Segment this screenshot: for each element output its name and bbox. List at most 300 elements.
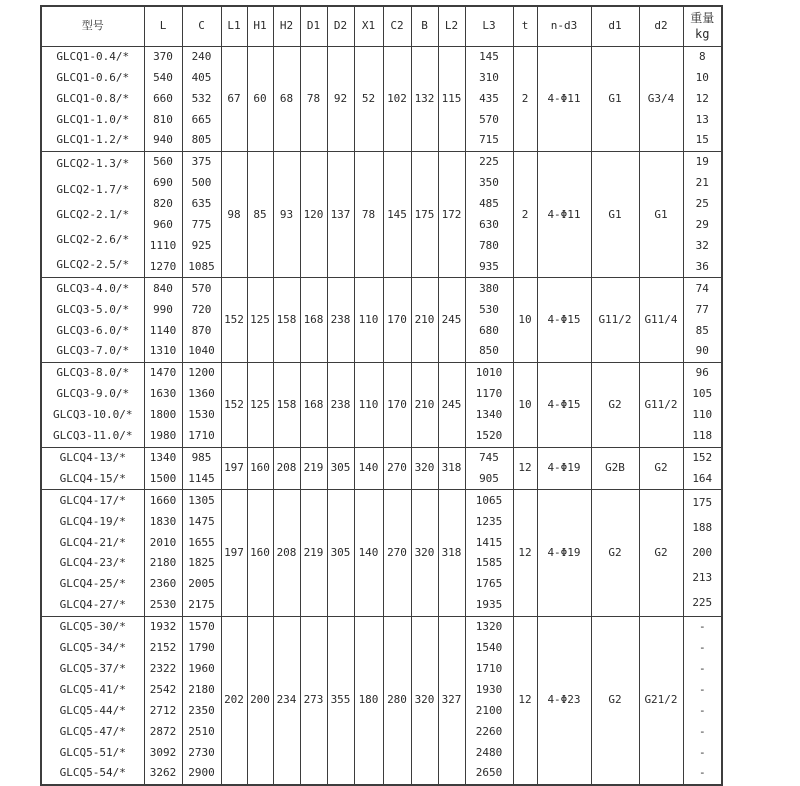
column-header-L3: L3 xyxy=(465,6,513,46)
L3-value: 1340 xyxy=(475,408,503,422)
L3-value: 2650 xyxy=(475,766,503,780)
L3-value: 350 xyxy=(479,176,499,190)
n-d3-cell: 4-Φ11 xyxy=(537,46,591,152)
L3-value: 1065 xyxy=(475,493,503,507)
kg-value: 15 xyxy=(695,133,709,147)
C-value: 2180 xyxy=(188,682,215,696)
d1-cell: G2B xyxy=(591,447,639,490)
kg-value: 188 xyxy=(692,520,713,534)
shared-B-cell: 320 xyxy=(411,447,438,490)
model-label: GLCQ5-41/* xyxy=(59,682,126,696)
L-value: 2712 xyxy=(149,703,177,717)
model-cell xyxy=(41,152,144,278)
model-cell xyxy=(41,616,144,785)
L3-value: 1765 xyxy=(475,577,503,591)
shared-D2-cell: 92 xyxy=(327,46,354,152)
shared-D2-cell: 305 xyxy=(327,490,354,616)
L-cell xyxy=(144,490,182,616)
kg-value: - xyxy=(698,724,706,738)
L-value: 540 xyxy=(153,70,173,84)
kg-cell xyxy=(683,152,722,278)
n-d3-cell: 4-Φ15 xyxy=(537,278,591,363)
L3-cell xyxy=(465,278,513,363)
kg-value: 74 xyxy=(695,281,709,295)
L-value: 2872 xyxy=(149,724,177,738)
shared-D1-cell: 273 xyxy=(300,616,327,785)
C-cell xyxy=(182,152,221,278)
shared-D1-cell: 168 xyxy=(300,362,327,447)
L-value: 2360 xyxy=(149,577,177,591)
kg-value: 200 xyxy=(692,546,713,560)
L-value: 1140 xyxy=(149,323,177,337)
C-cell xyxy=(182,278,221,363)
kg-value: 32 xyxy=(695,238,709,252)
shared-B-cell: 320 xyxy=(411,616,438,785)
C-value: 1790 xyxy=(188,641,215,655)
C-value: 570 xyxy=(191,281,212,295)
shared-C2-cell: 170 xyxy=(383,278,411,363)
column-header-C2: C2 xyxy=(383,6,411,46)
d2-cell: G1 xyxy=(639,152,683,278)
kg-cell xyxy=(683,447,722,490)
d2-cell: G3/4 xyxy=(639,46,683,152)
C-value: 985 xyxy=(191,450,212,464)
L3-cell xyxy=(465,616,513,785)
shared-H1-cell: 85 xyxy=(247,152,273,278)
kg-value: 77 xyxy=(695,302,709,316)
L-value: 3092 xyxy=(149,745,177,759)
C-value: 1570 xyxy=(188,620,215,634)
kg-value: 21 xyxy=(695,176,709,190)
n-d3-cell: 4-Φ23 xyxy=(537,616,591,785)
L-value: 560 xyxy=(153,155,173,169)
L-value: 660 xyxy=(153,91,173,105)
shared-D1-cell: 219 xyxy=(300,490,327,616)
C-value: 1200 xyxy=(188,366,215,380)
n-d3-cell: 4-Φ11 xyxy=(537,152,591,278)
L-value: 840 xyxy=(153,281,173,295)
header-row xyxy=(41,6,722,46)
shared-B-cell: 320 xyxy=(411,490,438,616)
model-label: GLCQ4-17/* xyxy=(59,493,126,507)
table-group-row xyxy=(41,362,722,447)
shared-L2-cell: 318 xyxy=(438,490,465,616)
d2-cell: G21/2 xyxy=(639,616,683,785)
column-header-H2: H2 xyxy=(273,6,300,46)
d1-cell: G2 xyxy=(591,490,639,616)
table-group-row xyxy=(41,616,722,785)
L3-cell xyxy=(465,152,513,278)
C-value: 532 xyxy=(191,91,212,105)
L3-value: 680 xyxy=(479,323,499,337)
L3-value: 530 xyxy=(479,302,499,316)
L-value: 1110 xyxy=(149,238,177,252)
column-header-model: 型号 xyxy=(41,6,144,46)
shared-X1-cell: 52 xyxy=(354,46,383,152)
model-label: GLCQ1-0.6/* xyxy=(56,70,130,84)
column-header-L: L xyxy=(144,6,182,46)
L-value: 1470 xyxy=(149,366,177,380)
model-label: GLCQ1-1.2/* xyxy=(56,133,130,147)
model-label: GLCQ4-23/* xyxy=(59,556,126,570)
shared-L1-cell: 152 xyxy=(221,278,247,363)
L3-value: 1010 xyxy=(475,366,503,380)
model-label: GLCQ4-27/* xyxy=(59,598,126,612)
C-value: 1960 xyxy=(188,661,215,675)
shared-X1-cell: 140 xyxy=(354,447,383,490)
model-label: GLCQ5-34/* xyxy=(59,641,126,655)
shared-L2-cell: 172 xyxy=(438,152,465,278)
kg-value: - xyxy=(698,703,706,717)
kg-cell xyxy=(683,490,722,616)
model-label: GLCQ5-54/* xyxy=(59,766,126,780)
model-label: GLCQ1-0.8/* xyxy=(56,91,130,105)
L3-value: 2100 xyxy=(475,703,503,717)
L-value: 1830 xyxy=(149,514,177,528)
kg-value: 10 xyxy=(695,70,709,84)
spec-table xyxy=(40,5,723,786)
n-d3-cell: 4-Φ19 xyxy=(537,447,591,490)
L3-value: 935 xyxy=(479,259,499,273)
shared-C2-cell: 102 xyxy=(383,46,411,152)
column-header-H1: H1 xyxy=(247,6,273,46)
C-cell xyxy=(182,447,221,490)
shared-X1-cell: 110 xyxy=(354,362,383,447)
t-cell: 12 xyxy=(513,490,537,616)
L-value: 2180 xyxy=(149,556,177,570)
C-value: 1305 xyxy=(188,493,215,507)
shared-L2-cell: 318 xyxy=(438,447,465,490)
L3-value: 1935 xyxy=(475,598,503,612)
C-value: 635 xyxy=(191,197,212,211)
L-value: 1270 xyxy=(149,259,177,273)
L3-value: 145 xyxy=(479,49,499,63)
shared-B-cell: 132 xyxy=(411,46,438,152)
shared-D1-cell: 219 xyxy=(300,447,327,490)
column-header-C: C xyxy=(182,6,221,46)
L3-value: 1415 xyxy=(475,535,503,549)
L-cell xyxy=(144,362,182,447)
C-cell xyxy=(182,490,221,616)
L-value: 370 xyxy=(153,49,173,63)
model-label: GLCQ2-1.3/* xyxy=(56,157,130,171)
shared-H1-cell: 200 xyxy=(247,616,273,785)
model-cell xyxy=(41,362,144,447)
kg-value: 213 xyxy=(692,571,713,585)
L-cell xyxy=(144,278,182,363)
shared-X1-cell: 78 xyxy=(354,152,383,278)
L-value: 1800 xyxy=(149,408,177,422)
shared-D1-cell: 78 xyxy=(300,46,327,152)
kg-cell xyxy=(683,362,722,447)
L3-value: 1710 xyxy=(475,661,503,675)
L-value: 1932 xyxy=(149,620,177,634)
shared-H2-cell: 158 xyxy=(273,278,300,363)
L-cell xyxy=(144,46,182,152)
kg-cell xyxy=(683,46,722,152)
model-label: GLCQ4-21/* xyxy=(59,535,126,549)
model-label: GLCQ3-4.0/* xyxy=(56,281,130,295)
kg-value: 164 xyxy=(692,471,713,485)
C-cell xyxy=(182,362,221,447)
L-value: 1660 xyxy=(149,493,177,507)
shared-X1-cell: 180 xyxy=(354,616,383,785)
shared-D1-cell: 120 xyxy=(300,152,327,278)
shared-L1-cell: 67 xyxy=(221,46,247,152)
table-group-row xyxy=(41,46,722,152)
shared-D2-cell: 305 xyxy=(327,447,354,490)
L-value: 820 xyxy=(153,197,173,211)
L3-value: 225 xyxy=(479,155,499,169)
L3-value: 1540 xyxy=(475,641,503,655)
C-value: 1655 xyxy=(188,535,215,549)
L3-value: 1235 xyxy=(475,514,503,528)
L-value: 1630 xyxy=(149,387,177,401)
C-value: 2005 xyxy=(188,577,215,591)
kg-value: - xyxy=(698,745,706,759)
C-value: 720 xyxy=(191,302,212,316)
n-d3-cell: 4-Φ15 xyxy=(537,362,591,447)
shared-H1-cell: 125 xyxy=(247,278,273,363)
shared-D2-cell: 355 xyxy=(327,616,354,785)
kg-value: 13 xyxy=(695,112,709,126)
L3-value: 570 xyxy=(479,112,499,126)
L-value: 940 xyxy=(153,133,173,147)
kg-value: - xyxy=(698,620,706,634)
L3-cell xyxy=(465,447,513,490)
model-label: GLCQ4-13/* xyxy=(59,450,126,464)
shared-H2-cell: 208 xyxy=(273,447,300,490)
L-value: 810 xyxy=(153,112,173,126)
shared-H2-cell: 234 xyxy=(273,616,300,785)
kg-value: 90 xyxy=(695,344,709,358)
model-label: GLCQ5-30/* xyxy=(59,620,126,634)
column-header-L1: L1 xyxy=(221,6,247,46)
C-value: 405 xyxy=(191,70,212,84)
shared-C2-cell: 170 xyxy=(383,362,411,447)
model-label: GLCQ2-2.1/* xyxy=(56,207,130,221)
model-label: GLCQ3-10.0/* xyxy=(53,408,133,422)
model-label: GLCQ1-0.4/* xyxy=(56,49,130,63)
C-value: 1475 xyxy=(188,514,215,528)
d1-cell: G2 xyxy=(591,362,639,447)
model-label: GLCQ5-37/* xyxy=(59,661,126,675)
model-label: GLCQ1-1.0/* xyxy=(56,112,130,126)
L3-value: 1170 xyxy=(475,387,503,401)
L-value: 2010 xyxy=(149,535,177,549)
model-label: GLCQ3-7.0/* xyxy=(56,344,130,358)
shared-C2-cell: 270 xyxy=(383,447,411,490)
L-value: 2530 xyxy=(149,598,177,612)
d1-cell: G2 xyxy=(591,616,639,785)
model-label: GLCQ5-47/* xyxy=(59,724,126,738)
model-label: GLCQ2-2.5/* xyxy=(56,257,130,271)
d2-cell: G2 xyxy=(639,490,683,616)
L3-value: 780 xyxy=(479,238,499,252)
shared-L2-cell: 245 xyxy=(438,362,465,447)
L-value: 1980 xyxy=(149,429,177,443)
shared-L1-cell: 98 xyxy=(221,152,247,278)
column-header-n-d3: n-d3 xyxy=(537,6,591,46)
model-label: GLCQ4-19/* xyxy=(59,514,126,528)
shared-H1-cell: 160 xyxy=(247,490,273,616)
shared-D2-cell: 238 xyxy=(327,278,354,363)
model-label: GLCQ2-2.6/* xyxy=(56,232,130,246)
L3-value: 850 xyxy=(479,344,499,358)
kg-value: 85 xyxy=(695,323,709,337)
table-group-row xyxy=(41,152,722,278)
column-header-X1: X1 xyxy=(354,6,383,46)
L3-value: 745 xyxy=(479,450,499,464)
model-label: GLCQ3-5.0/* xyxy=(56,302,130,316)
kg-value: 29 xyxy=(695,218,709,232)
shared-L2-cell: 245 xyxy=(438,278,465,363)
t-cell: 10 xyxy=(513,278,537,363)
kg-value: - xyxy=(698,661,706,675)
L-value: 1500 xyxy=(149,471,177,485)
d2-cell: G2 xyxy=(639,447,683,490)
shared-C2-cell: 270 xyxy=(383,490,411,616)
L3-value: 310 xyxy=(479,70,499,84)
L-value: 960 xyxy=(153,218,173,232)
C-cell xyxy=(182,616,221,785)
L3-value: 1585 xyxy=(475,556,503,570)
column-header-t: t xyxy=(513,6,537,46)
shared-H2-cell: 68 xyxy=(273,46,300,152)
d1-cell: G1 xyxy=(591,152,639,278)
L3-value: 905 xyxy=(479,471,499,485)
L-value: 990 xyxy=(153,302,173,316)
kg-value: 36 xyxy=(695,259,709,273)
d1-cell: G1 xyxy=(591,46,639,152)
C-value: 2730 xyxy=(188,745,215,759)
column-header-weight xyxy=(683,6,722,46)
model-cell xyxy=(41,447,144,490)
shared-L2-cell: 115 xyxy=(438,46,465,152)
column-header-L2: L2 xyxy=(438,6,465,46)
L-cell xyxy=(144,616,182,785)
C-value: 805 xyxy=(191,133,212,147)
C-value: 1530 xyxy=(188,408,215,422)
kg-value: 19 xyxy=(695,155,709,169)
table-group-row xyxy=(41,447,722,490)
weight-header-line1: 重量 xyxy=(690,11,715,26)
table-group-row xyxy=(41,278,722,363)
model-cell xyxy=(41,490,144,616)
kg-value: 105 xyxy=(692,387,713,401)
L3-value: 2260 xyxy=(475,724,503,738)
shared-C2-cell: 280 xyxy=(383,616,411,785)
model-label: GLCQ3-9.0/* xyxy=(56,387,130,401)
shared-H2-cell: 93 xyxy=(273,152,300,278)
t-cell: 12 xyxy=(513,616,537,785)
C-value: 1145 xyxy=(188,471,215,485)
L-value: 3262 xyxy=(149,766,177,780)
shared-L1-cell: 197 xyxy=(221,490,247,616)
L3-cell xyxy=(465,46,513,152)
kg-value: 96 xyxy=(695,366,709,380)
C-value: 2175 xyxy=(188,598,215,612)
C-cell xyxy=(182,46,221,152)
shared-D1-cell: 168 xyxy=(300,278,327,363)
weight-header-line2: kg xyxy=(695,27,710,42)
model-cell xyxy=(41,46,144,152)
model-label: GLCQ3-8.0/* xyxy=(56,366,130,380)
shared-B-cell: 175 xyxy=(411,152,438,278)
L3-value: 380 xyxy=(479,281,499,295)
C-value: 1085 xyxy=(188,259,215,273)
L3-value: 1320 xyxy=(475,620,503,634)
L3-value: 1930 xyxy=(475,682,503,696)
shared-L2-cell: 327 xyxy=(438,616,465,785)
model-label: GLCQ5-44/* xyxy=(59,703,126,717)
table-group-row xyxy=(41,490,722,616)
L3-cell xyxy=(465,490,513,616)
n-d3-cell: 4-Φ19 xyxy=(537,490,591,616)
shared-D2-cell: 137 xyxy=(327,152,354,278)
kg-value: 110 xyxy=(692,408,713,422)
t-cell: 10 xyxy=(513,362,537,447)
C-value: 2350 xyxy=(188,703,215,717)
d2-cell: G11/2 xyxy=(639,362,683,447)
model-label: GLCQ3-11.0/* xyxy=(53,429,133,443)
L3-cell xyxy=(465,362,513,447)
C-value: 500 xyxy=(191,176,212,190)
shared-X1-cell: 110 xyxy=(354,278,383,363)
C-value: 240 xyxy=(191,49,212,63)
L-value: 690 xyxy=(153,176,173,190)
L-cell xyxy=(144,152,182,278)
t-cell: 2 xyxy=(513,152,537,278)
model-label: GLCQ4-15/* xyxy=(59,471,126,485)
C-value: 665 xyxy=(191,112,212,126)
kg-value: 12 xyxy=(695,91,709,105)
L3-value: 435 xyxy=(479,91,499,105)
L3-value: 485 xyxy=(479,197,499,211)
C-value: 925 xyxy=(191,238,212,252)
L3-value: 1520 xyxy=(475,429,503,443)
C-value: 775 xyxy=(191,218,212,232)
kg-cell xyxy=(683,616,722,785)
kg-value: - xyxy=(698,682,706,696)
L-value: 1340 xyxy=(149,450,177,464)
L3-value: 715 xyxy=(479,133,499,147)
shared-B-cell: 210 xyxy=(411,278,438,363)
C-value: 1040 xyxy=(188,344,215,358)
d2-cell: G11/4 xyxy=(639,278,683,363)
table-body xyxy=(41,46,722,785)
shared-L1-cell: 197 xyxy=(221,447,247,490)
column-header-B: B xyxy=(411,6,438,46)
model-label: GLCQ5-51/* xyxy=(59,745,126,759)
model-label: GLCQ3-6.0/* xyxy=(56,323,130,337)
kg-value: 225 xyxy=(692,596,713,610)
shared-L1-cell: 152 xyxy=(221,362,247,447)
shared-B-cell: 210 xyxy=(411,362,438,447)
model-label: GLCQ4-25/* xyxy=(59,577,126,591)
C-value: 1360 xyxy=(188,387,215,401)
C-value: 1710 xyxy=(188,429,215,443)
kg-value: 175 xyxy=(692,495,713,509)
shared-D2-cell: 238 xyxy=(327,362,354,447)
shared-H2-cell: 208 xyxy=(273,490,300,616)
model-label: GLCQ2-1.7/* xyxy=(56,182,130,196)
model-cell xyxy=(41,278,144,363)
kg-value: 8 xyxy=(698,49,706,63)
d1-cell: G11/2 xyxy=(591,278,639,363)
kg-value: - xyxy=(698,641,706,655)
L-value: 1310 xyxy=(149,344,177,358)
